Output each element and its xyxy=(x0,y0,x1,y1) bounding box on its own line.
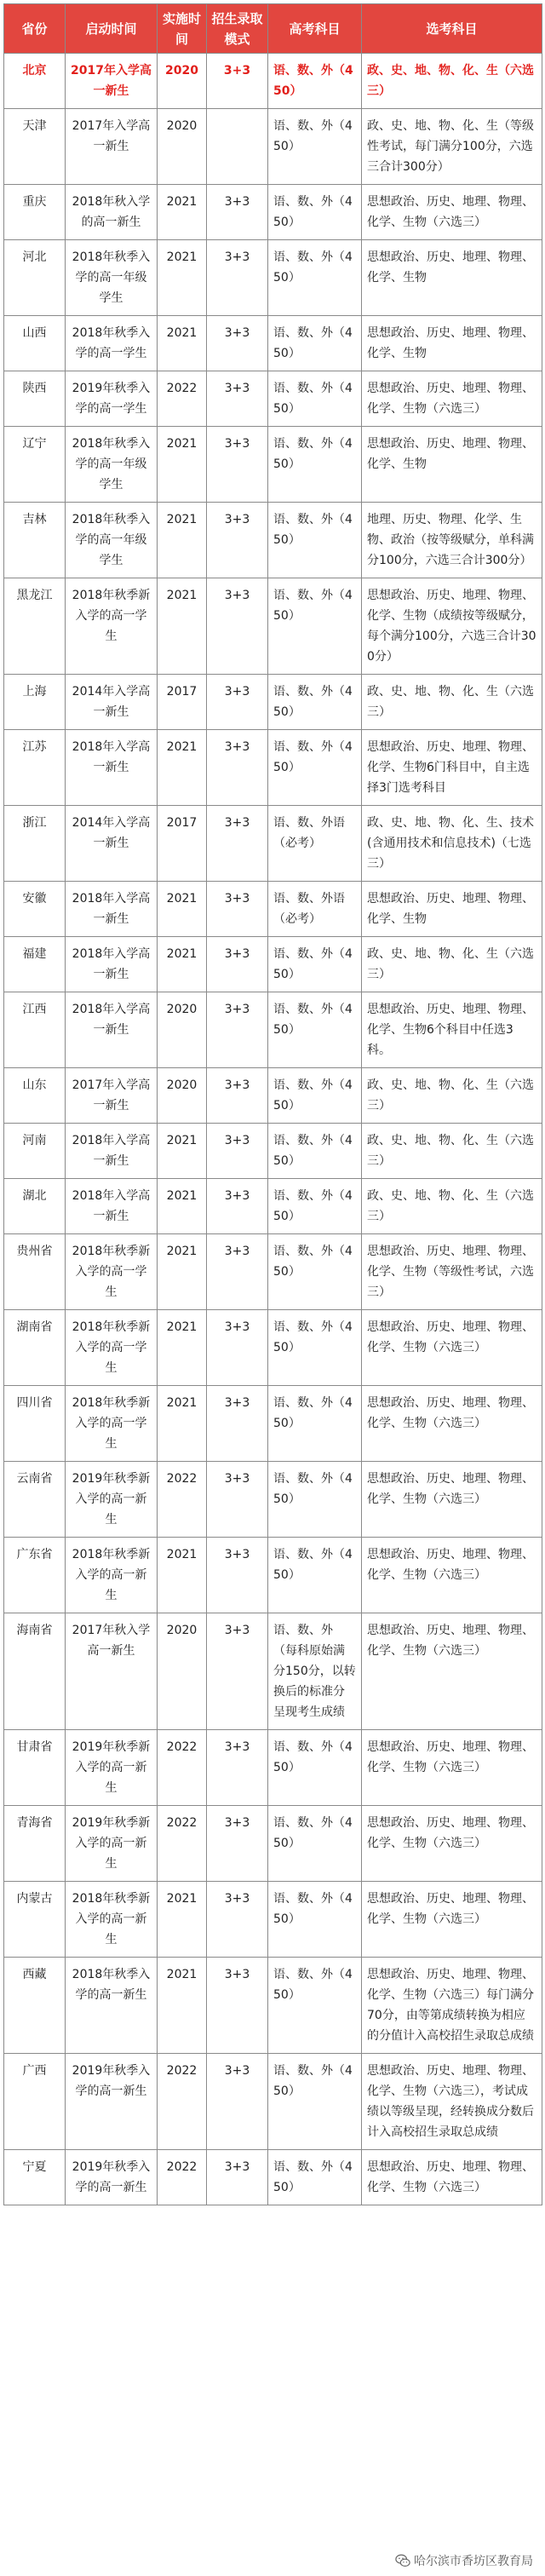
cell-exam-subjects: 语、数、外（450） xyxy=(268,1068,362,1124)
cell-province: 内蒙古 xyxy=(4,1882,66,1958)
cell-admission-mode: 3+3 xyxy=(207,1882,268,1958)
cell-start-time: 2019年秋季入学的高一新生 xyxy=(66,2150,158,2205)
cell-admission-mode: 3+3 xyxy=(207,1806,268,1882)
cell-elective-subjects: 思想政治、历史、地理、物理、化学、生物（六选三） xyxy=(362,1310,542,1386)
cell-elective-subjects: 政、史、地、物、化、生（六选三） xyxy=(362,1124,542,1179)
cell-impl-time: 2021 xyxy=(158,1538,207,1613)
cell-elective-subjects: 思想政治、历史、地理、物理、化学、生物（六选三） xyxy=(362,371,542,427)
cell-start-time: 2018年秋季新入学的高一新生 xyxy=(66,1538,158,1613)
cell-elective-subjects: 思想政治、历史、地理、物理、化学、生物6门科目中，自主选择3门选考科目 xyxy=(362,730,542,806)
cell-exam-subjects: 语、数、外（450） xyxy=(268,1310,362,1386)
cell-admission-mode: 3+3 xyxy=(207,882,268,937)
cell-start-time: 2018年入学高一新生 xyxy=(66,882,158,937)
cell-impl-time: 2020 xyxy=(158,54,207,109)
cell-province: 福建 xyxy=(4,937,66,992)
cell-admission-mode: 3+3 xyxy=(207,730,268,806)
cell-start-time: 2018年入学高一新生 xyxy=(66,992,158,1068)
cell-impl-time: 2021 xyxy=(158,185,207,240)
cell-admission-mode: 3+3 xyxy=(207,675,268,730)
cell-admission-mode: 3+3 xyxy=(207,1068,268,1124)
cell-admission-mode: 3+3 xyxy=(207,1462,268,1538)
cell-impl-time: 2022 xyxy=(158,371,207,427)
cell-elective-subjects: 政、史、地、物、化、生、技术(含通用技术和信息技术)（七选三） xyxy=(362,806,542,882)
cell-province: 青海省 xyxy=(4,1806,66,1882)
table-row xyxy=(4,882,542,937)
cell-province: 天津 xyxy=(4,109,66,185)
table-row xyxy=(4,578,542,675)
cell-start-time: 2018年入学高一新生 xyxy=(66,937,158,992)
cell-province: 海南省 xyxy=(4,1613,66,1730)
table-row xyxy=(4,1613,542,1730)
cell-impl-time: 2021 xyxy=(158,882,207,937)
table-row xyxy=(4,1806,542,1882)
cell-province: 广东省 xyxy=(4,1538,66,1613)
table-row xyxy=(4,1882,542,1958)
cell-province: 山西 xyxy=(4,316,66,371)
cell-province: 陕西 xyxy=(4,371,66,427)
cell-elective-subjects: 思想政治、历史、地理、物理、化学、生物 xyxy=(362,316,542,371)
cell-province: 云南省 xyxy=(4,1462,66,1538)
cell-start-time: 2018年秋季新入学的高一学生 xyxy=(66,1234,158,1310)
cell-start-time: 2018年秋季入学的高一年级学生 xyxy=(66,427,158,503)
cell-admission-mode: 3+3 xyxy=(207,1179,268,1234)
cell-exam-subjects: 语、数、外（450） xyxy=(268,1386,362,1462)
cell-admission-mode: 3+3 xyxy=(207,503,268,578)
cell-elective-subjects: 思想政治、历史、地理、物理、化学、生物 xyxy=(362,240,542,316)
cell-province: 吉林 xyxy=(4,503,66,578)
cell-elective-subjects: 思想政治、历史、地理、物理、化学、生物 xyxy=(362,427,542,503)
cell-start-time: 2018年入学高一新生 xyxy=(66,1124,158,1179)
cell-exam-subjects: 语、数、外（450） xyxy=(268,427,362,503)
cell-admission-mode xyxy=(207,109,268,185)
cell-impl-time: 2021 xyxy=(158,1179,207,1234)
cell-admission-mode: 3+3 xyxy=(207,578,268,675)
cell-start-time: 2019年秋季新入学的高一新生 xyxy=(66,1806,158,1882)
cell-start-time: 2018年秋季新入学的高一学生 xyxy=(66,1310,158,1386)
cell-impl-time: 2020 xyxy=(158,1068,207,1124)
cell-exam-subjects: 语、数、外（450） xyxy=(268,1124,362,1179)
cell-exam-subjects: 语、数、外语（必考） xyxy=(268,806,362,882)
cell-admission-mode: 3+3 xyxy=(207,1386,268,1462)
cell-province: 湖北 xyxy=(4,1179,66,1234)
table-row xyxy=(4,427,542,503)
cell-impl-time: 2021 xyxy=(158,1386,207,1462)
cell-elective-subjects: 思想政治、历史、地理、物理、化学、生物（六选三） xyxy=(362,2150,542,2205)
cell-admission-mode: 3+3 xyxy=(207,1538,268,1613)
cell-impl-time: 2021 xyxy=(158,316,207,371)
cell-impl-time: 2021 xyxy=(158,1958,207,2054)
cell-elective-subjects: 政、史、地、物、化、生（六选三） xyxy=(362,1179,542,1234)
cell-province: 北京 xyxy=(4,54,66,109)
cell-start-time: 2018年秋季新入学的高一新生 xyxy=(66,1882,158,1958)
cell-exam-subjects: 语、数、外（450） xyxy=(268,1234,362,1310)
table-row xyxy=(4,1730,542,1806)
cell-start-time: 2019年秋季新入学的高一新生 xyxy=(66,1730,158,1806)
cell-province: 江西 xyxy=(4,992,66,1068)
table-row xyxy=(4,1310,542,1386)
table-row xyxy=(4,1958,542,2054)
cell-start-time: 2014年入学高一新生 xyxy=(66,675,158,730)
table-row xyxy=(4,1538,542,1613)
cell-elective-subjects: 政、史、地、物、化、生（六选三） xyxy=(362,54,542,109)
cell-start-time: 2018年秋季新入学的高一学生 xyxy=(66,1386,158,1462)
cell-province: 河南 xyxy=(4,1124,66,1179)
header-elective-subjects: 选考科目 xyxy=(362,4,542,54)
cell-admission-mode: 3+3 xyxy=(207,1613,268,1730)
cell-exam-subjects: 语、数、外（450） xyxy=(268,1179,362,1234)
cell-exam-subjects: 语、数、外（450） xyxy=(268,2150,362,2205)
cell-elective-subjects: 思想政治、历史、地理、物理、化学、生物（六选三） xyxy=(362,1462,542,1538)
cell-impl-time: 2020 xyxy=(158,992,207,1068)
cell-admission-mode: 3+3 xyxy=(207,1234,268,1310)
table-row xyxy=(4,675,542,730)
cell-start-time: 2017年秋入学高一新生 xyxy=(66,1613,158,1730)
cell-exam-subjects: 语、数、外（450） xyxy=(268,185,362,240)
cell-start-time: 2017年入学高一新生 xyxy=(66,109,158,185)
table-row xyxy=(4,1179,542,1234)
header-exam-subjects: 高考科目 xyxy=(268,4,362,54)
cell-elective-subjects: 地理、历史、物理、化学、生物、政治（按等级赋分，单科满分100分，六选三合计300分） xyxy=(362,503,542,578)
table-row xyxy=(4,371,542,427)
cell-impl-time: 2021 xyxy=(158,427,207,503)
cell-admission-mode: 3+3 xyxy=(207,937,268,992)
cell-start-time: 2018年入学高一新生 xyxy=(66,730,158,806)
table-row xyxy=(4,992,542,1068)
cell-province: 江苏 xyxy=(4,730,66,806)
cell-exam-subjects: 语、数、外（450） xyxy=(268,992,362,1068)
cell-exam-subjects: 语、数、外（450） xyxy=(268,730,362,806)
watermark-text: 哈尔滨市香坊区教育局 xyxy=(414,2555,533,2568)
cell-elective-subjects: 思想政治、历史、地理、物理、化学、生物（等级性考试，六选三） xyxy=(362,1234,542,1310)
cell-exam-subjects: 语、数、外（450） xyxy=(268,675,362,730)
cell-exam-subjects: 语、数、外（450） xyxy=(268,240,362,316)
cell-admission-mode: 3+3 xyxy=(207,992,268,1068)
table-row xyxy=(4,1234,542,1310)
table-row xyxy=(4,1068,542,1124)
cell-elective-subjects: 思想政治、历史、地理、物理、化学、生物6个科目中任选3科。 xyxy=(362,992,542,1068)
cell-admission-mode: 3+3 xyxy=(207,1124,268,1179)
header-start-time: 启动时间 xyxy=(66,4,158,54)
cell-province: 安徽 xyxy=(4,882,66,937)
cell-elective-subjects: 思想政治、历史、地理、物理、化学、生物（成绩按等级赋分，每个满分100分，六选三合计300分） xyxy=(362,578,542,675)
cell-admission-mode: 3+3 xyxy=(207,1730,268,1806)
cell-exam-subjects: 语、数、外（每科原始满分150分，以转换后的标准分呈现考生成绩 xyxy=(268,1613,362,1730)
cell-admission-mode: 3+3 xyxy=(207,240,268,316)
cell-impl-time: 2020 xyxy=(158,1613,207,1730)
cell-elective-subjects: 思想政治、历史、地理、物理、化学、生物（六选三） xyxy=(362,1613,542,1730)
cell-admission-mode: 3+3 xyxy=(207,316,268,371)
cell-start-time: 2017年入学高一新生 xyxy=(66,1068,158,1124)
wechat-icon xyxy=(395,2553,410,2568)
cell-exam-subjects: 语、数、外（450） xyxy=(268,2054,362,2150)
cell-elective-subjects: 思想政治、历史、地理、物理、化学、生物（六选三） xyxy=(362,1882,542,1958)
table-row xyxy=(4,109,542,185)
cell-province: 河北 xyxy=(4,240,66,316)
cell-province: 贵州省 xyxy=(4,1234,66,1310)
table-row xyxy=(4,806,542,882)
cell-impl-time: 2020 xyxy=(158,109,207,185)
cell-province: 湖南省 xyxy=(4,1310,66,1386)
cell-impl-time: 2021 xyxy=(158,240,207,316)
cell-start-time: 2019年秋季入学的高一学生 xyxy=(66,371,158,427)
cell-exam-subjects: 语、数、外（450） xyxy=(268,1882,362,1958)
table-row xyxy=(4,1386,542,1462)
cell-start-time: 2018年入学高一新生 xyxy=(66,1179,158,1234)
cell-impl-time: 2022 xyxy=(158,1806,207,1882)
cell-exam-subjects: 语、数、外（450） xyxy=(268,316,362,371)
cell-exam-subjects: 语、数、外（450） xyxy=(268,1958,362,2054)
cell-start-time: 2018年秋季入学的高一年级学生 xyxy=(66,503,158,578)
table-row xyxy=(4,937,542,992)
cell-province: 广西 xyxy=(4,2054,66,2150)
cell-start-time: 2019年秋季新入学的高一新生 xyxy=(66,1462,158,1538)
cell-admission-mode: 3+3 xyxy=(207,185,268,240)
table-row xyxy=(4,240,542,316)
cell-exam-subjects: 语、数、外（450） xyxy=(268,1730,362,1806)
table-row xyxy=(4,1462,542,1538)
table-header-row xyxy=(4,4,542,54)
cell-impl-time: 2021 xyxy=(158,730,207,806)
cell-province: 山东 xyxy=(4,1068,66,1124)
cell-elective-subjects: 思想政治、历史、地理、物理、化学、生物（六选三） xyxy=(362,185,542,240)
cell-exam-subjects: 语、数、外（450） xyxy=(268,109,362,185)
cell-province: 宁夏 xyxy=(4,2150,66,2205)
cell-elective-subjects: 思想政治、历史、地理、物理、化学、生物（六选三） xyxy=(362,1386,542,1462)
cell-province: 黑龙江 xyxy=(4,578,66,675)
cell-impl-time: 2021 xyxy=(158,503,207,578)
cell-admission-mode: 3+3 xyxy=(207,427,268,503)
cell-exam-subjects: 语、数、外（450） xyxy=(268,578,362,675)
table-row xyxy=(4,2150,542,2205)
cell-impl-time: 2021 xyxy=(158,1234,207,1310)
cell-elective-subjects: 思想政治、历史、地理、物理、化学、生物（六选三） xyxy=(362,1730,542,1806)
cell-elective-subjects: 政、史、地、物、化、生（六选三） xyxy=(362,675,542,730)
cell-impl-time: 2021 xyxy=(158,1882,207,1958)
cell-impl-time: 2017 xyxy=(158,806,207,882)
cell-exam-subjects: 语、数、外（450） xyxy=(268,371,362,427)
cell-province: 西藏 xyxy=(4,1958,66,2054)
cell-impl-time: 2021 xyxy=(158,937,207,992)
cell-province: 四川省 xyxy=(4,1386,66,1462)
cell-elective-subjects: 政、史、地、物、化、生（六选三） xyxy=(362,1068,542,1124)
table-row xyxy=(4,1124,542,1179)
cell-admission-mode: 3+3 xyxy=(207,371,268,427)
cell-elective-subjects: 思想政治、历史、地理、物理、化学、生物（六选三），考试成绩以等级呈现，经转换成分数后计入高校招生录取总成绩 xyxy=(362,2054,542,2150)
cell-exam-subjects: 语、数、外（450） xyxy=(268,937,362,992)
cell-start-time: 2018年秋入学的高一新生 xyxy=(66,185,158,240)
cell-start-time: 2018年秋季新入学的高一学生 xyxy=(66,578,158,675)
cell-admission-mode: 3+3 xyxy=(207,2150,268,2205)
cell-admission-mode: 3+3 xyxy=(207,2054,268,2150)
cell-exam-subjects: 语、数、外（450） xyxy=(268,1462,362,1538)
cell-admission-mode: 3+3 xyxy=(207,1310,268,1386)
cell-start-time: 2018年秋季入学的高一新生 xyxy=(66,1958,158,2054)
cell-elective-subjects: 政、史、地、物、化、生（等级性考试，每门满分100分，六选三合计300分） xyxy=(362,109,542,185)
cell-admission-mode: 3+3 xyxy=(207,1958,268,2054)
cell-start-time: 2014年入学高一新生 xyxy=(66,806,158,882)
cell-admission-mode: 3+3 xyxy=(207,54,268,109)
cell-province: 浙江 xyxy=(4,806,66,882)
cell-admission-mode: 3+3 xyxy=(207,806,268,882)
header-admission-mode: 招生录取模式 xyxy=(207,4,268,54)
cell-impl-time: 2021 xyxy=(158,578,207,675)
cell-province: 重庆 xyxy=(4,185,66,240)
cell-province: 上海 xyxy=(4,675,66,730)
cell-exam-subjects: 语、数、外语（必考） xyxy=(268,882,362,937)
watermark xyxy=(392,2550,536,2571)
cell-impl-time: 2021 xyxy=(158,1310,207,1386)
cell-start-time: 2018年秋季入学的高一学生 xyxy=(66,316,158,371)
cell-impl-time: 2022 xyxy=(158,1462,207,1538)
cell-exam-subjects: 语、数、外（450） xyxy=(268,503,362,578)
header-province: 省份 xyxy=(4,4,66,54)
cell-impl-time: 2022 xyxy=(158,2054,207,2150)
cell-start-time: 2018年秋季入学的高一年级学生 xyxy=(66,240,158,316)
table-row xyxy=(4,54,542,109)
header-impl-time: 实施时间 xyxy=(158,4,207,54)
cell-impl-time: 2022 xyxy=(158,1730,207,1806)
cell-province: 甘肃省 xyxy=(4,1730,66,1806)
cell-elective-subjects: 思想政治、历史、地理、物理、化学、生物（六选三） xyxy=(362,1538,542,1613)
cell-elective-subjects: 思想政治、历史、地理、物理、化学、生物 xyxy=(362,882,542,937)
gaokao-reform-table xyxy=(3,3,542,2205)
cell-exam-subjects: 语、数、外（450） xyxy=(268,1806,362,1882)
cell-exam-subjects: 语、数、外（450） xyxy=(268,1538,362,1613)
cell-elective-subjects: 思想政治、历史、地理、物理、化学、生物（六选三）每门满分70分，由等第成绩转换为相应的分值计入高校招生录取总成绩 xyxy=(362,1958,542,2054)
table-row xyxy=(4,503,542,578)
cell-start-time: 2019年秋季入学的高一新生 xyxy=(66,2054,158,2150)
cell-elective-subjects: 政、史、地、物、化、生（六选三） xyxy=(362,937,542,992)
table-row xyxy=(4,185,542,240)
cell-start-time: 2017年入学高一新生 xyxy=(66,54,158,109)
cell-impl-time: 2017 xyxy=(158,675,207,730)
table-row xyxy=(4,730,542,806)
cell-elective-subjects: 思想政治、历史、地理、物理、化学、生物（六选三） xyxy=(362,1806,542,1882)
table-row xyxy=(4,2054,542,2150)
table-body xyxy=(4,54,542,2205)
cell-province: 辽宁 xyxy=(4,427,66,503)
cell-exam-subjects: 语、数、外（450） xyxy=(268,54,362,109)
cell-impl-time: 2022 xyxy=(158,2150,207,2205)
table-row xyxy=(4,316,542,371)
cell-impl-time: 2021 xyxy=(158,1124,207,1179)
